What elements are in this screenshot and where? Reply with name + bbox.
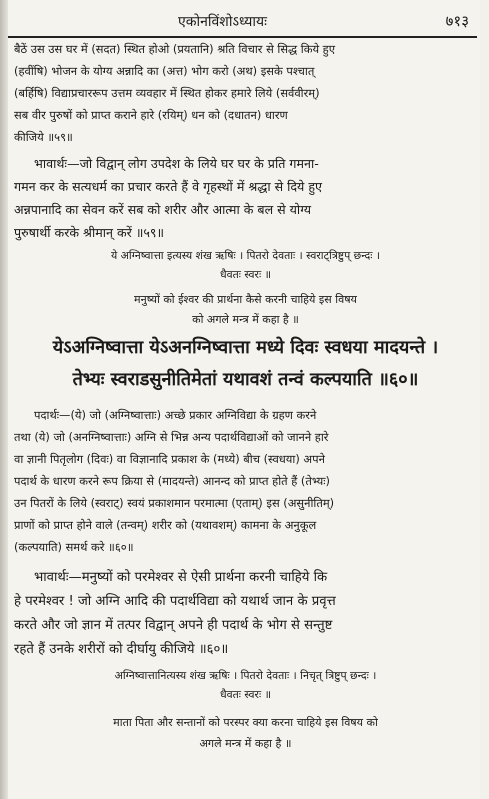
text-line: सब वीर पुरुषों को प्राप्त कराने हारे (रयिम्) धन को (दधातन) धारण [14, 108, 288, 122]
text-line: अगले मन्त्र में कहा है ॥ [199, 737, 292, 750]
mantra-line: तेभ्यः स्वराडसुनीतिमेतां यथावशं तन्वं कल्पयाति ॥६०॥ [72, 369, 419, 390]
text-line: प्राणों को प्राप्त होने वाले (तन्वम्) शरीर को (यथावशम्) कामना के अनुकूल [14, 518, 317, 532]
verse-61-intro [14, 712, 477, 754]
mantra-line: येऽअग्निष्वात्ता येऽअनग्निष्वात्ता मध्ये दिवः स्वधया मादयन्ते । [52, 337, 439, 358]
text-line: कीजिये ॥५९॥ [14, 130, 73, 144]
padarth-60 [14, 404, 477, 558]
verse-61-metadata [14, 666, 477, 704]
page-header [8, 6, 477, 38]
bhavarth-59 [14, 152, 477, 244]
text-line: धैवतः स्वरः ॥ [219, 688, 272, 701]
text-line: भावार्थः—मनुष्यों को परमेश्वर से ऐसी प्रार्थना करनी चाहिये कि [34, 570, 328, 585]
verse-60-metadata [14, 246, 477, 284]
text-line: करते और जो ज्ञान में तत्पर विद्वान् अपने ही पदार्थ के भोग से सन्तुष्ट [14, 618, 333, 633]
text-line: माता पिता और सन्तानों को परस्पर क्या करना चाहिये इस विषय को [113, 716, 378, 729]
text-line: पदार्थ के धारण करने रूप क्रिया से (मादयन्ते) आनन्द को प्राप्त होते हैं (तेभ्यः) [14, 474, 330, 488]
text-line: ये अग्निष्वात्ता इत्यस्य शंख ऋषिः । पितरो देवताः । स्वराट्त्रिष्टुप् छन्दः । [110, 249, 380, 262]
text-line: (बर्हिषि) विद्याप्रचाररूप उत्तम व्यवहार में स्थित होकर हमारे लिये (सर्ववीरम्) [14, 86, 320, 100]
text-line: रहते हैं उनके शरीरों को दीर्घायु कीजिये ॥६०॥ [14, 642, 229, 657]
text-line: (हवींषि) भोजन के योग्य अन्नादि का (अत्त) भोग करो (अथ) इसके पश्चात् [14, 64, 315, 78]
text-line: को अगले मन्त्र में कहा है ॥ [192, 313, 299, 326]
text-line: पुरुषार्थी करके श्रीमान् करें ॥५९॥ [14, 225, 165, 240]
text-line: अग्निष्वात्तानित्यस्य शंख ऋषिः । पितरो देवताः । निचृत् त्रिष्टुप् छन्दः । [114, 669, 377, 682]
text-line: धैवतः स्वरः ॥ [219, 268, 272, 281]
text-line: तथा (ये) जो (अनग्निष्वात्ताः) अग्नि से भिन्न अन्य पदार्थविद्याओं को जानने हारे [14, 430, 329, 444]
text-line: पदार्थः—(ये) जो (अग्निष्वात्ताः) अच्छे प्रकार अग्निविद्या के ग्रहण करने [34, 408, 317, 422]
mantra-60 [14, 332, 477, 396]
text-line: अन्नपानादि का सेवन करें सब को शरीर और आत्मा के बल से योग्य [14, 202, 312, 217]
text-line: (कल्पयाति) समर्थ करे ॥६०॥ [14, 540, 134, 554]
book-gutter [0, 0, 8, 799]
text-line: भावार्थः—जो विद्वान् लोग उपदेश के लिये घर घर के प्रति गमना- [34, 156, 319, 171]
bhavarth-60 [14, 566, 477, 662]
text-line: हे परमेश्वर ! जो अग्नि आदि की पदार्थविद्या को यथार्थ जान के प्रवृत्त [14, 594, 336, 609]
page-content [14, 38, 477, 754]
text-line: वा ज्ञानी पितृलोग (दिवः) वा विज्ञानादि प्रकाश के (मध्ये) बीच (स्वधया) अपने [14, 452, 325, 466]
text-line: गमन कर के सत्यधर्म का प्रचार करते हैं वे गृहस्थों में श्रद्धा से दिये हुए [14, 179, 323, 194]
text-line: बैठें उस उस घर में (सदत) स्थित होओ (प्रयतानि) श्रति विचार से सिद्ध किये हुए [14, 42, 336, 56]
verse-59-continuation [14, 38, 477, 148]
chapter-title: एकोनविंशोऽध्यायः [178, 13, 267, 30]
text-line: उन पितरों के लिये (स्वराट्) स्वयं प्रकाशमान परमात्मा (एताम्) इस (असुनीतिम्) [14, 496, 335, 510]
text-line: मनुष्यों को ईश्वर की प्रार्थना कैसे करनी चाहिये इस विषय [134, 293, 357, 306]
page-number: ७१३ [445, 12, 469, 30]
verse-60-intro [14, 290, 477, 330]
